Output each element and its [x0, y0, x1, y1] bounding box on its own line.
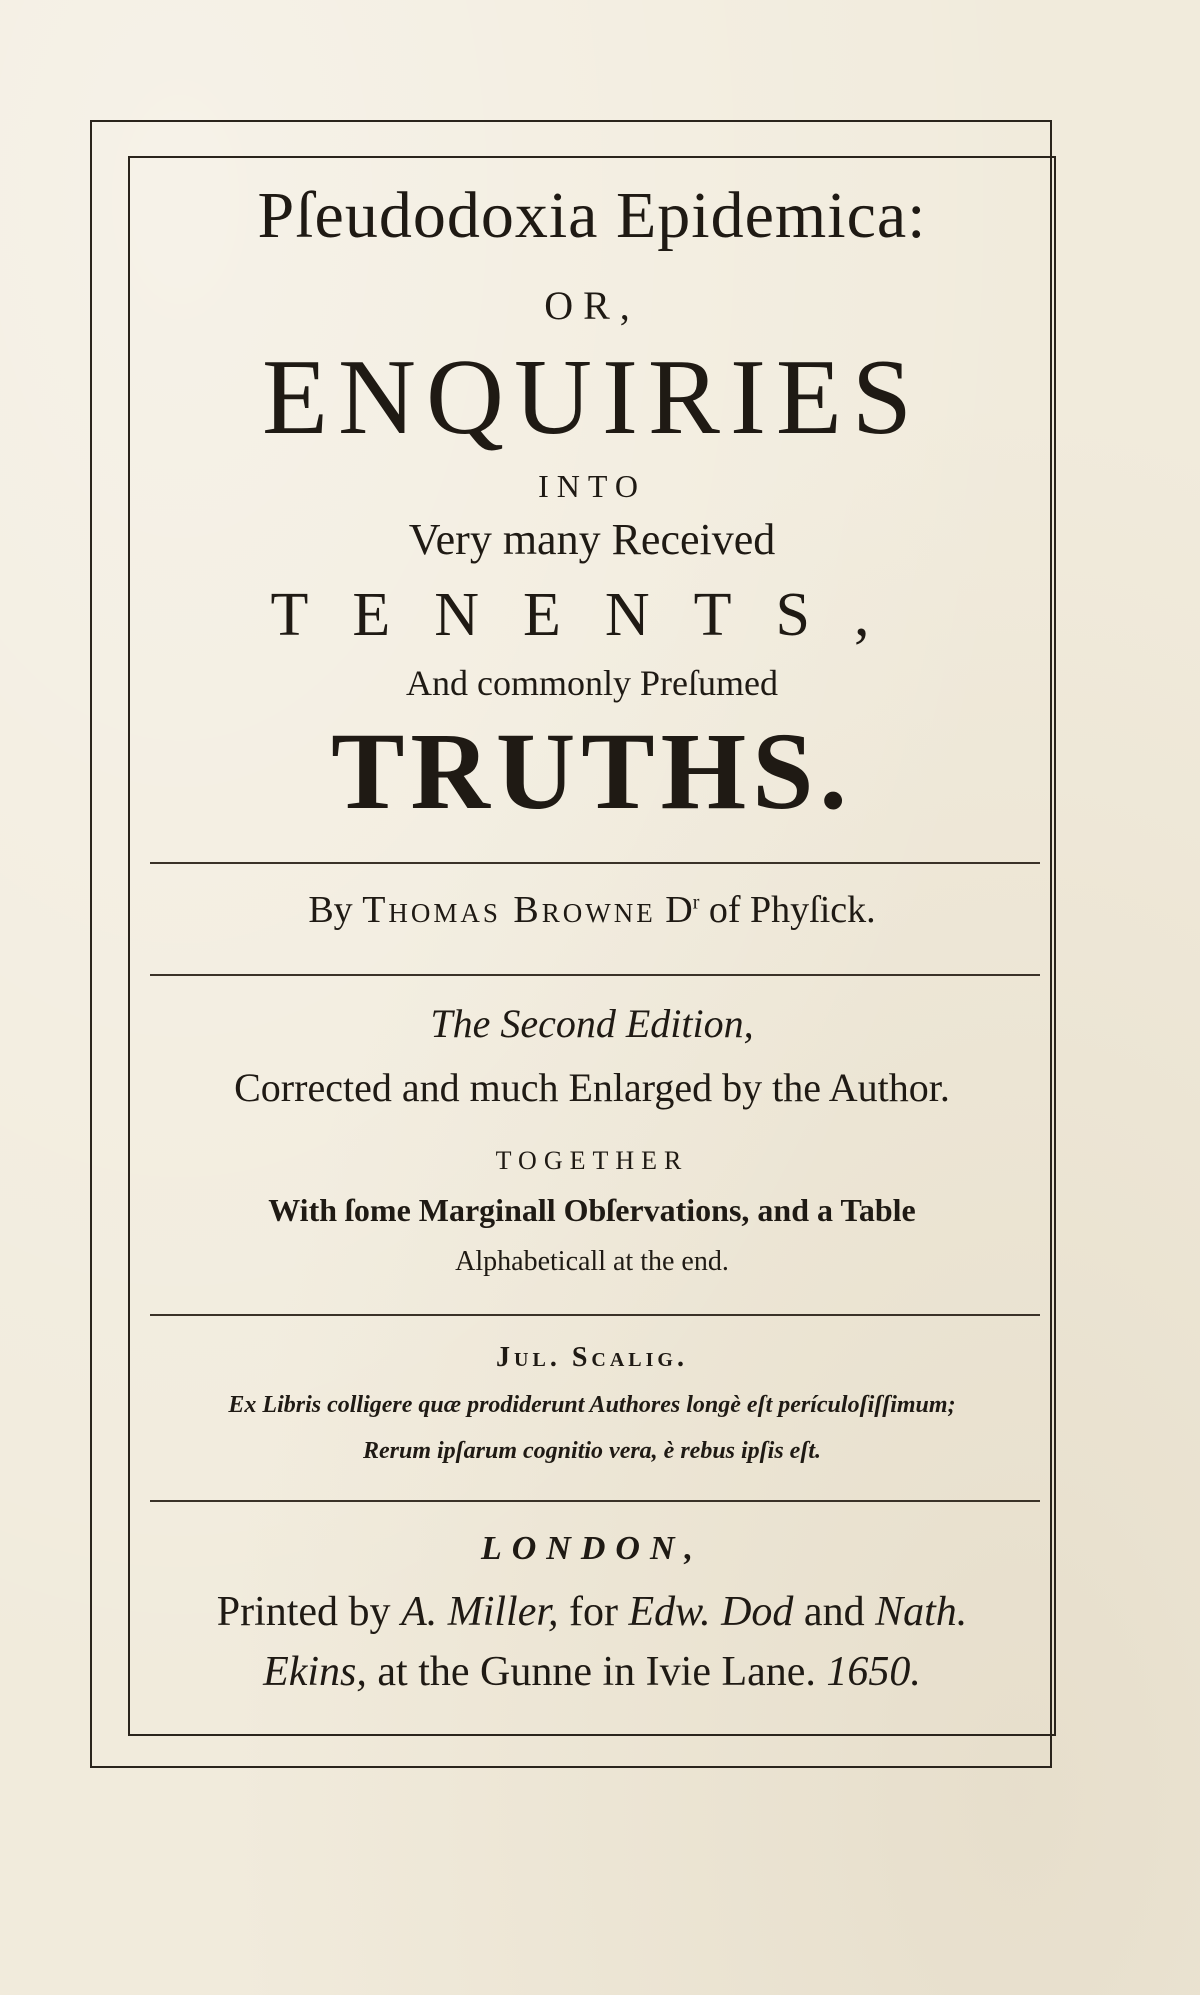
- quote-line-2: Rerum ipſarum cognitio vera, è rebus ipſis eſt.: [363, 1438, 821, 1464]
- author-name: Thomas Browne: [362, 889, 656, 931]
- together-line: TOGETHER: [495, 1146, 689, 1175]
- truths-heading: TRUTHS.: [331, 710, 853, 832]
- degree-d: D: [665, 889, 693, 931]
- imprint-bookseller-1: Edw. Dod: [628, 1589, 794, 1635]
- imprint-printed-by: Printed by: [216, 1589, 391, 1635]
- imprint-printer: A. Miller,: [401, 1589, 559, 1635]
- edition-line: The Second Edition,: [430, 1001, 754, 1046]
- degree-sup: r: [692, 891, 700, 914]
- commonly-line: And commonly Preſumed: [406, 663, 778, 703]
- degree: [665, 889, 699, 931]
- corrected-line: Corrected and much Enlarged by the Author.: [234, 1065, 950, 1110]
- london-line: LONDON,: [480, 1530, 704, 1567]
- quote-attribution: Jul. Scalig.: [496, 1342, 688, 1373]
- book-title: Pſeudodoxia Epidemica:: [257, 179, 927, 252]
- rule-3: [150, 1314, 1040, 1316]
- imprint-bookseller-2: Nath.: [875, 1589, 968, 1635]
- imprint-year: 1650.: [826, 1649, 921, 1695]
- rule-2: [150, 974, 1040, 976]
- imprint-line-2: [128, 1648, 1056, 1696]
- imprint-and: and: [803, 1589, 865, 1635]
- quote-line-1: Ex Libris colligere quæ prodiderunt Authores longè eſt perículoſiſſimum;: [228, 1392, 956, 1418]
- by-label: By: [308, 889, 353, 931]
- rule-4: [150, 1500, 1040, 1502]
- alphabeticall-line: Alphabeticall at the end.: [455, 1246, 729, 1277]
- of-physick: of Phyſick.: [708, 889, 876, 931]
- rule-1: [150, 862, 1040, 864]
- very-many-line: Very many Received: [408, 515, 776, 564]
- or-line: OR,: [544, 283, 640, 328]
- into-line: INTO: [538, 468, 646, 504]
- author-line: [128, 888, 1056, 932]
- tenents-heading: TENENTS,: [270, 581, 914, 649]
- imprint-address: at the Gunne in Ivie Lane.: [377, 1649, 816, 1695]
- enquiries-heading: ENQUIRIES: [262, 338, 922, 457]
- imprint-bookseller-2-surname: Ekins,: [263, 1649, 367, 1695]
- marginall-line: With ſome Marginall Obſervations, and a Table: [268, 1192, 916, 1228]
- imprint-line-1: [128, 1588, 1056, 1636]
- imprint-for: for: [569, 1589, 619, 1635]
